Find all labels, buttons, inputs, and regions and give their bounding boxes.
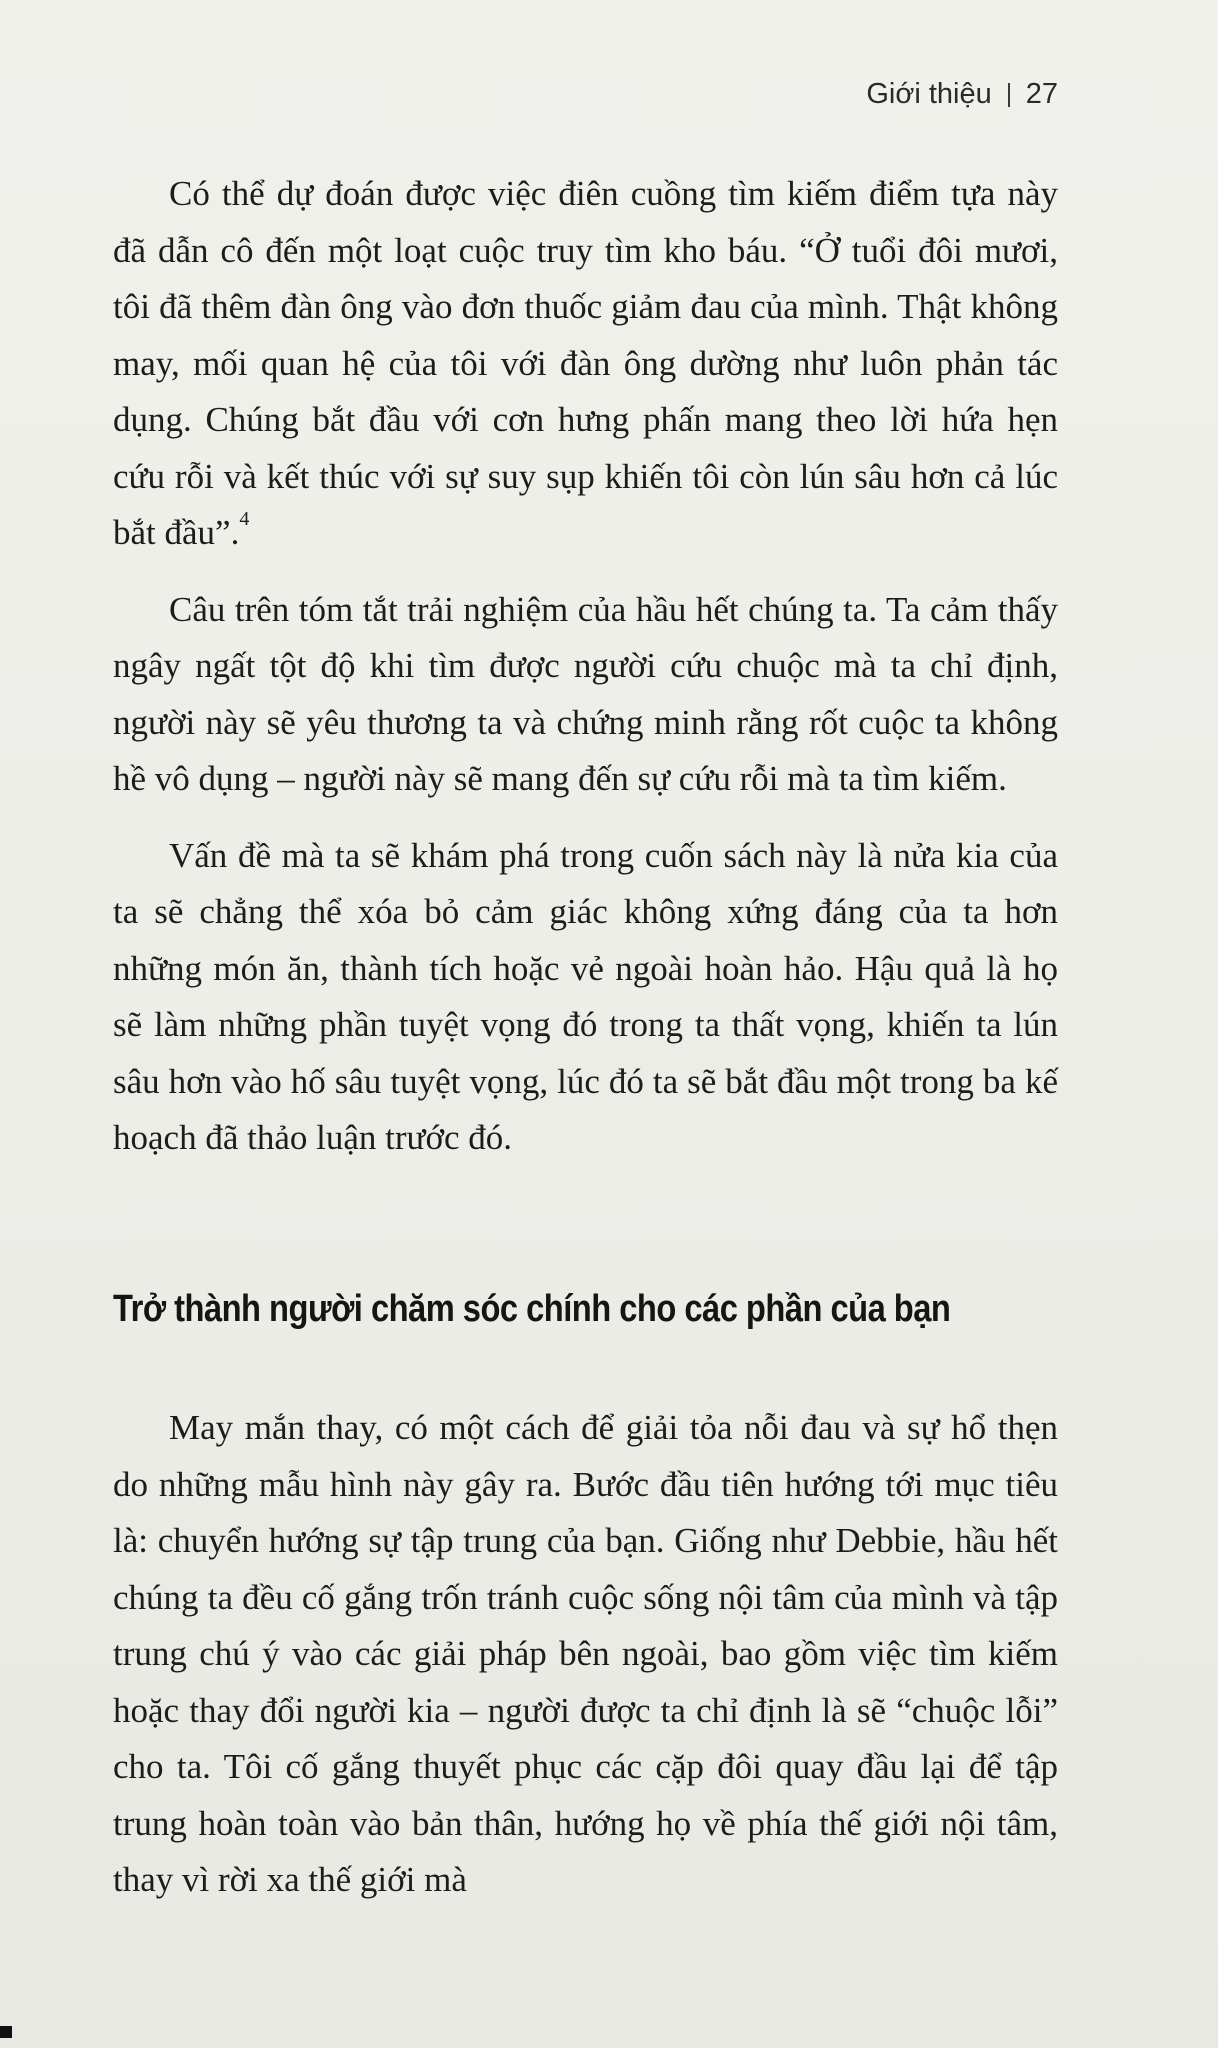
paragraph [113, 582, 1058, 808]
paragraph-text: May mắn thay, có một cách để giải tỏa nỗi đau và sự hổ thẹn do những mẫu hình này gây ra. Bước đầu tiên hướng tới mục tiêu là: chuyển hướng sự tập trung của bạn. Giống như Debbie, hầu hết chúng ta đều cố gắng trốn tránh cuộc sống nội tâm của mình và tập trung chú ý vào các giải pháp bên ngoài, bao gồm việc tìm kiếm hoặc thay đổi người kia – người được ta chỉ định là sẽ “chuộc lỗi” cho ta. Tôi cố gắng thuyết phục các cặp đôi quay đầu lại để tập trung hoàn toàn vào bản thân, hướng họ về phía thế giới nội tâm, thay vì rời xa thế giới mà [113, 1408, 1058, 1899]
paragraph [113, 1400, 1058, 1909]
running-header [866, 78, 1058, 111]
paragraph-text: Có thể dự đoán được việc điên cuồng tìm kiếm điểm tựa này đã dẫn cô đến một loạt cuộc truy tìm kho báu. “Ở tuổi đôi mươi, tôi đã thêm đàn ông vào đơn thuốc giảm đau của mình. Thật không may, mối quan hệ của tôi với đàn ông dường như luôn phản tác dụng. Chúng bắt đầu với cơn hưng phấn mang theo lời hứa hẹn cứu rỗi và kết thúc với sự suy sụp khiến tôi còn lún sâu hơn cả lúc bắt đầu”. [113, 174, 1058, 552]
section-heading: Trở thành người chăm sóc chính cho các phần của bạn [113, 1288, 951, 1330]
page-number: 27 [1025, 78, 1058, 110]
paragraph [113, 166, 1058, 562]
page-edge-mark [0, 2026, 12, 2038]
paragraph [113, 828, 1058, 1167]
body-text-bottom [113, 1400, 1058, 1929]
paragraph-text: Vấn đề mà ta sẽ khám phá trong cuốn sách này là nửa kia của ta sẽ chẳng thể xóa bỏ cảm giác không xứng đáng của ta hơn những món ăn, thành tích hoặc vẻ ngoài hoàn hảo. Hậu quả là họ sẽ làm những phần tuyệt vọng đó trong ta thất vọng, khiến ta lún sâu hơn vào hố sâu tuyệt vọng, lúc đó ta sẽ bắt đầu một trong ba kế hoạch đã thảo luận trước đó. [113, 835, 1058, 1157]
header-separator [1008, 83, 1010, 107]
footnote-marker: 4 [239, 508, 250, 530]
body-text-top [113, 166, 1058, 1187]
header-section-title: Giới thiệu [866, 78, 992, 110]
paragraph-text: Câu trên tóm tắt trải nghiệm của hầu hết chúng ta. Ta cảm thấy ngây ngất tột độ khi tìm được người cứu chuộc mà ta chỉ định, người này sẽ yêu thương ta và chứng minh rằng rốt cuộc ta không hề vô dụng – người này sẽ mang đến sự cứu rỗi mà ta tìm kiếm. [113, 589, 1058, 798]
